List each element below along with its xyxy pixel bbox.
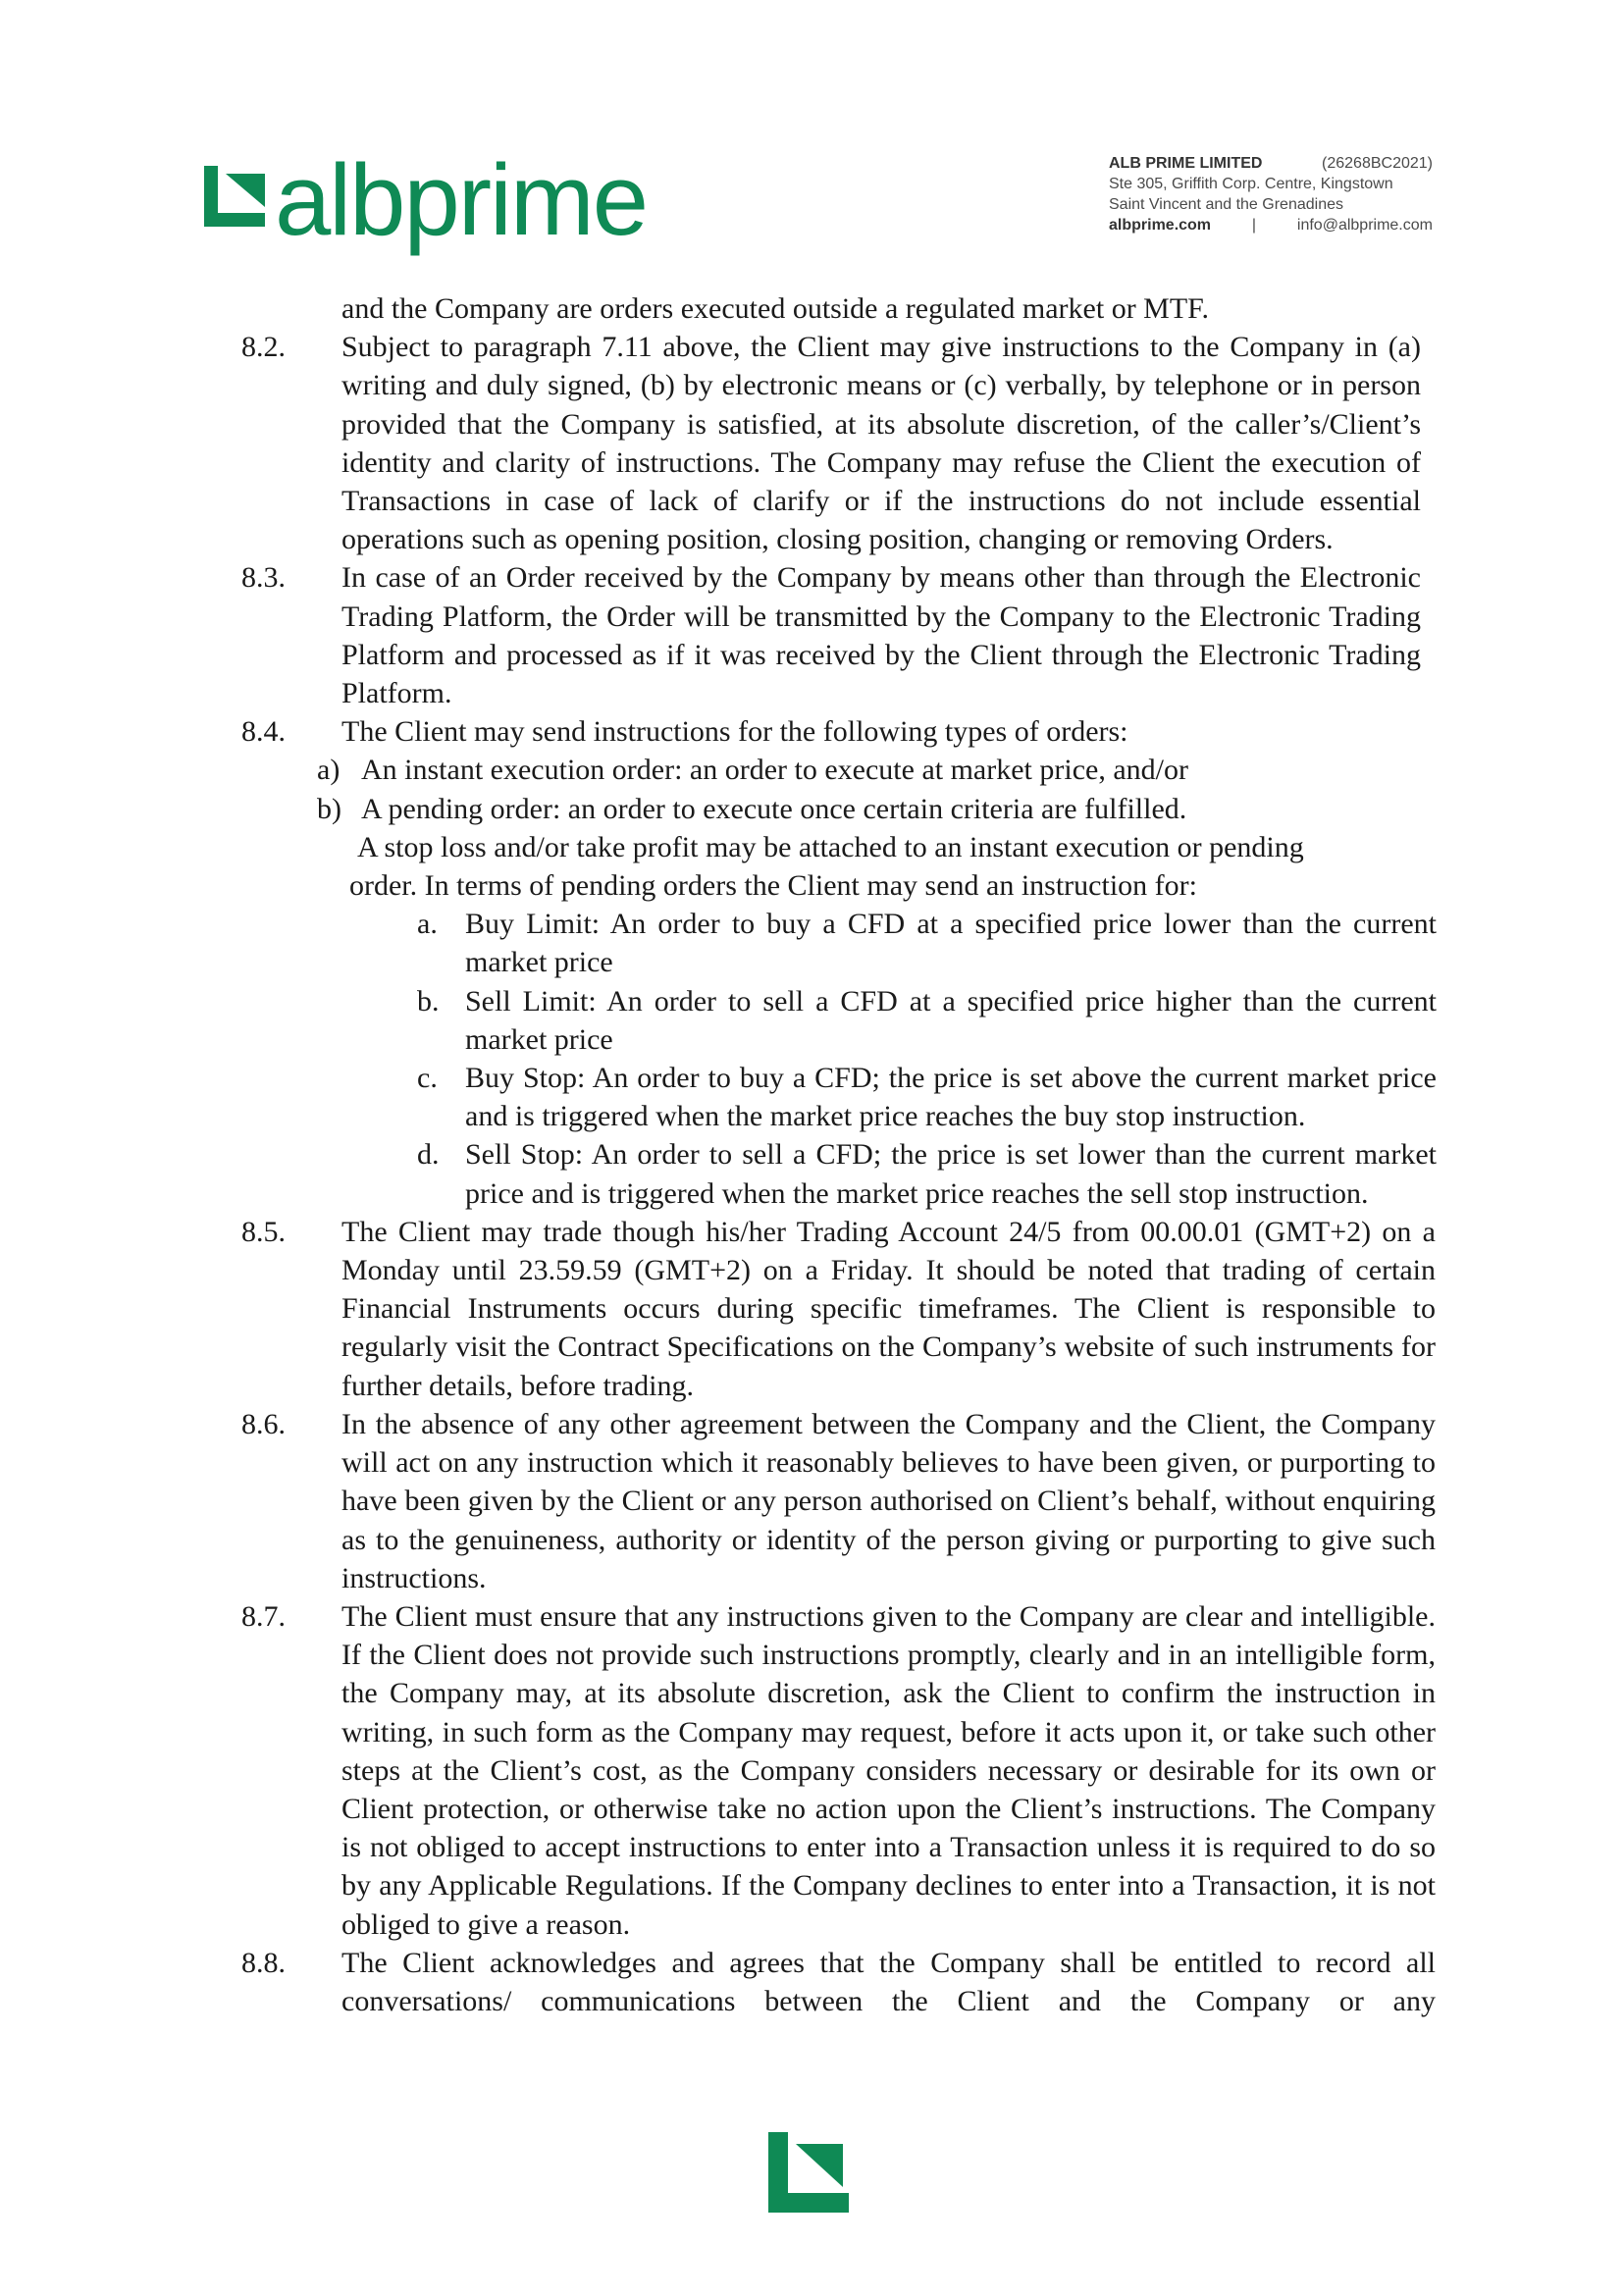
section-text: The Client may trade though his/her Trading Account 24/5 from 00.00.01 (GMT+2) on a Monday until 23.59.59 (GMT+2) on a Friday. It should be noted that trading of certain Financial Instruments occurs during specific timeframes. The Client is responsible to regularly visit the Contract Specifications on the Company’s website of such instruments for further details, before trading.	[341, 1215, 1436, 1402]
section-text: In the absence of any other agreement between the Company and the Client, the Company will act on any instruction which it reasonably believes to have been given, or purporting to have been given by the Client or any person authorised on Client’s behalf, without enquiring as to the genuineness, authority or identity of the person giving or purporting to give such instructions.	[341, 1407, 1436, 1594]
company-logo	[204, 143, 648, 256]
section-text: In case of an Order received by the Company by means other than through the Electronic Trading Platform, the Order will be transmitted by the Company to the Electronic Trading Platform and processed as if it was received by the Client through the Electronic Trading Platform.	[341, 561, 1421, 710]
section-text: The Client acknowledges and agrees that the Company shall be entitled to record all conversations/ communications between the Client and the Company or any	[341, 1946, 1436, 2017]
footer-logo-mark-icon	[768, 2132, 849, 2213]
list-letter: a)	[317, 754, 341, 787]
section-8-3	[0, 558, 1624, 712]
sub-list-text: Sell Limit: An order to sell a CFD at a specified price higher than the current market price	[465, 984, 1437, 1056]
company-name-line	[1109, 153, 1433, 174]
logo-wordmark: albprime	[275, 143, 648, 256]
company-email[interactable]: info@albprime.com	[1296, 217, 1433, 234]
section-number: 8.2.	[241, 331, 286, 364]
company-name: ALB PRIME LIMITED	[1109, 155, 1263, 172]
section-number: 8.7.	[241, 1599, 286, 1633]
list-letter: b)	[317, 792, 341, 825]
company-address-1: Ste 305, Griffith Corp. Centre, Kingstown	[1109, 176, 1393, 192]
section-8-6	[0, 1405, 1624, 1597]
company-info	[1109, 153, 1433, 235]
company-registration: (26268BC2021)	[1322, 155, 1433, 172]
sub-list-letter: a.	[417, 908, 438, 941]
sub-list-item	[0, 982, 1624, 1059]
logo-mark-icon	[204, 166, 265, 227]
sub-list-item	[0, 1135, 1624, 1212]
section-text: The Client may send instructions for the following types of orders:	[341, 715, 1128, 749]
contact-separator: |	[1251, 217, 1257, 234]
sub-list-item	[0, 905, 1624, 981]
section-number: 8.5.	[241, 1215, 286, 1248]
section-number: 8.4.	[241, 715, 286, 749]
list-text: A pending order: an order to execute once certain criteria are fulfilled.	[361, 792, 1187, 825]
sub-list-item	[0, 1059, 1624, 1135]
list-text: An instant execution order: an order to execute at market price, and/or	[361, 754, 1188, 787]
list-item	[0, 790, 1624, 828]
section-8-8	[0, 1944, 1624, 2020]
section-8-2	[0, 328, 1624, 558]
note-line-1: A stop loss and/or take profit may be attached to an instant execution or pending	[357, 830, 1304, 863]
section-number: 8.6.	[241, 1407, 286, 1440]
section-8-4	[0, 712, 1624, 751]
sub-list-text: Buy Limit: An order to buy a CFD at a specified price lower than the current market price	[465, 908, 1437, 979]
document-body	[0, 289, 1624, 2020]
section-number: 8.3.	[241, 561, 286, 595]
section-8-5	[0, 1213, 1624, 1405]
company-website[interactable]: albprime.com	[1109, 217, 1212, 234]
list-item	[0, 751, 1624, 789]
section-text: The Client must ensure that any instructions given to the Company are clear and intelligible. If the Client does not provide such instructions promptly, clearly and in an intelligible form, the Company may, at its absolute discretion, ask the Client to confirm the instruction in writing, in such form as the Company may request, before it acts upon it, or take such other steps at the Client’s cost, as the Company considers necessary or desirable for its own or Client protection, or otherwise take no action upon the Client’s instructions. The Company is not obliged to accept instructions to enter into a Transaction unless it is required to do so by any Applicable Regulations. If the Company declines to enter into a Transaction, it is not obliged to give a reason.	[341, 1599, 1436, 1941]
sub-list-letter: b.	[417, 984, 440, 1017]
sub-list-text: Buy Stop: An order to buy a CFD; the price is set above the current market price and is triggered when the market price reaches the buy stop instruction.	[465, 1062, 1437, 1133]
sub-list-letter: c.	[417, 1062, 438, 1095]
sub-list-letter: d.	[417, 1138, 440, 1172]
sub-list-text: Sell Stop: An order to sell a CFD; the price is set lower than the current market price and is triggered when the market price reaches the sell stop instruction.	[465, 1138, 1437, 1210]
section-number: 8.8.	[241, 1946, 286, 1979]
section-8-7	[0, 1597, 1624, 1944]
note-line-2: order. In terms of pending orders the Client may send an instruction for:	[349, 869, 1197, 903]
continuation-text: and the Company are orders executed outside a regulated market or MTF.	[341, 292, 1209, 325]
section-text: Subject to paragraph 7.11 above, the Client may give instructions to the Company in (a) writing and duly signed, (b) by electronic means or (c) verbally, by telephone or in person provided that the Company is satisfied, at its absolute discretion, of the caller’s/Client’s identity and clarity of instructions. The Company may refuse the Client the execution of Transactions in case of lack of clarify or if the instructions do not include essential operations such as opening position, closing position, changing or removing Orders.	[341, 331, 1421, 556]
company-address-2: Saint Vincent and the Grenadines	[1109, 196, 1343, 213]
company-contact-line	[1109, 215, 1433, 235]
